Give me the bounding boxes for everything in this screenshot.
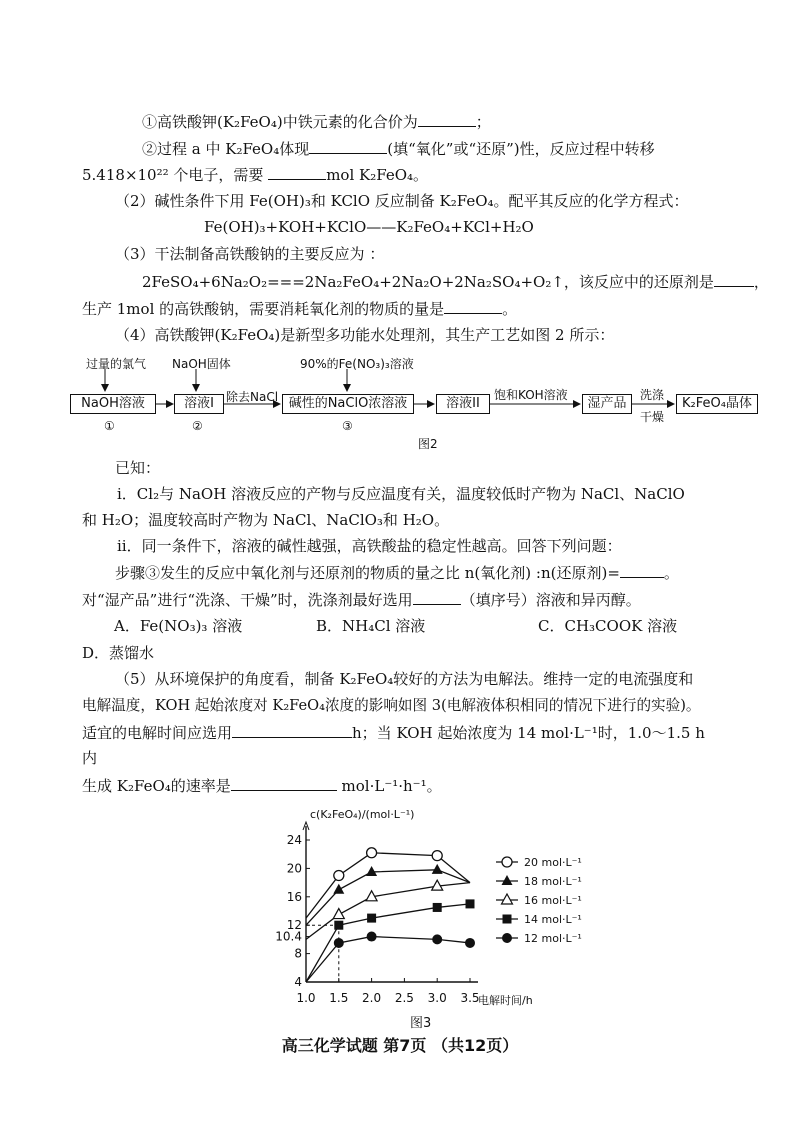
y-tick-label: 4: [294, 975, 302, 989]
y-tick-label: 8: [294, 946, 302, 961]
label-dry: 干燥: [640, 410, 665, 424]
q3-line2-text: 生产 1mol 的高铁酸钠，需要消耗氧化剂的物质的量是: [82, 300, 445, 318]
data-point: [367, 914, 376, 923]
q5-line2: 电解温度，KOH 起始浓度对 K₂FeO₄浓度的影响如图 3(电解液体积相同的情况下进行的实验)。: [82, 697, 701, 714]
y-tick-label: 20: [286, 861, 302, 876]
option-d: D．蒸馏水: [82, 644, 155, 662]
legend-marker: [502, 875, 513, 885]
option-c: C．CH₃COOK 溶液: [538, 617, 678, 635]
answer-blank[interactable]: [309, 138, 387, 154]
answer-blank[interactable]: [231, 775, 337, 791]
q1-item2d: mol K₂FeO₄。: [326, 166, 429, 184]
process-flow-diagram: [62, 355, 772, 455]
data-point: [334, 871, 344, 881]
x-tick-label: 2.0: [362, 991, 382, 1005]
x-axis-label: 电解时间/h: [478, 994, 533, 1007]
q1-item1-end: ；: [475, 113, 491, 131]
q3-line2: [82, 298, 517, 319]
data-point: [367, 848, 377, 858]
data-point: [432, 864, 443, 874]
y-tick-label: 24: [286, 833, 302, 847]
known-item-1a: ⅰ．Cl₂与 NaOH 溶液反应的产物与反应温度有关，温度较低时产物为 NaCl、NaClO: [117, 485, 685, 503]
q1-item2: [142, 138, 655, 159]
q5-line4: 内: [82, 749, 98, 767]
series-line: [306, 937, 470, 982]
y-tick-label: 10.4: [275, 929, 302, 944]
x-tick-label: 1.0: [296, 991, 316, 1005]
box-solution-1: 溶液I: [174, 394, 224, 414]
answer-blank[interactable]: [444, 298, 502, 314]
wash-question-end: （填序号）溶液和异丙醇。: [460, 591, 641, 609]
x-tick-label: 2.5: [394, 991, 414, 1005]
page-footer: 高三化学试题 第7页 （共12页）: [281, 1036, 519, 1055]
legend-label: 16 mol·L⁻¹: [524, 894, 582, 907]
data-point: [334, 938, 344, 948]
q1-item1-text: ①高铁酸钾(K₂FeO₄)中铁元素的化合价为: [142, 113, 418, 131]
x-tick-label: 3.5: [460, 991, 480, 1005]
figure-3-chart: [270, 810, 600, 1010]
data-point: [333, 909, 344, 919]
series-line: [306, 883, 470, 940]
q5-line3-end: h；当 KOH 起始浓度为 14 mol·L⁻¹时，1.0～1.5 h: [352, 724, 705, 742]
y-tick-label: 16: [286, 889, 302, 904]
step-number-3: ③: [342, 419, 353, 433]
legend-marker: [503, 915, 512, 924]
q3-text: （3）干法制备高铁酸钠的主要反应为 ：: [115, 245, 385, 263]
answer-blank[interactable]: [714, 271, 754, 287]
legend-marker: [502, 857, 512, 867]
data-point: [466, 899, 475, 908]
figure-3-caption: 图3: [410, 1016, 432, 1031]
series-line: [306, 904, 470, 982]
known-item-2: ⅱ．同一条件下，溶液的碱性越强，高铁酸盐的稳定性越高。回答下列问题：: [117, 537, 622, 555]
input-chlorine: 过量的氯气: [86, 357, 147, 371]
data-point: [366, 866, 377, 876]
legend-label: 12 mol·L⁻¹: [524, 932, 582, 945]
step-number-1: ①: [104, 419, 115, 433]
data-point: [367, 932, 377, 942]
option-b: B．NH₄Cl 溶液: [316, 617, 426, 635]
input-naoh-solid: NaOH固体: [172, 357, 231, 371]
q2-text: （2）碱性条件下用 Fe(OH)₃和 KClO 反应制备 K₂FeO₄。配平其反应的化学方程式：: [115, 192, 689, 210]
legend-label: 14 mol·L⁻¹: [524, 913, 582, 926]
label-wash: 洗涤: [640, 388, 665, 402]
data-point: [433, 903, 442, 912]
q5-line1: （5）从环境保护的角度看，制备 K₂FeO₄较好的方法为电解法。维持一定的电流强度和: [115, 670, 694, 688]
legend-marker: [502, 894, 513, 904]
step3-question-text: 步骤③发生的反应中氧化剂与还原剂的物质的量之比 n(氧化剂) :n(还原剂)=: [115, 564, 620, 582]
q2-equation: Fe(OH)₃+KOH+KClO——K₂FeO₄+KCl+H₂O: [204, 218, 534, 236]
box-naclo-solution: 碱性的NaClO浓溶液: [282, 394, 414, 414]
q5-line3-text: 适宜的电解时间应选用: [82, 724, 233, 742]
box-wet-product: 湿产品: [582, 394, 632, 414]
data-point: [432, 851, 442, 861]
wash-question: [82, 589, 641, 610]
box-k2feo4-crystal: K₂FeO₄晶体: [676, 394, 758, 414]
known-item-1b: 和 H₂O；温度较高时产物为 NaCl、NaClO₃和 H₂O。: [82, 511, 450, 529]
data-point: [333, 884, 344, 894]
q1-item2a: ②过程 a 中 K₂FeO₄体现: [142, 140, 310, 158]
legend-label: 20 mol·L⁻¹: [524, 856, 582, 869]
data-point: [334, 921, 343, 930]
data-point: [432, 934, 442, 944]
chart-svg: [270, 810, 600, 1010]
x-tick-label: 1.5: [329, 991, 349, 1005]
answer-blank[interactable]: [418, 111, 476, 127]
q5-line5-text: 生成 K₂FeO₄的速率是: [82, 777, 231, 795]
answer-blank[interactable]: [232, 722, 352, 738]
known-heading: 已知：: [115, 459, 161, 477]
q1-item2-cont: [82, 164, 428, 185]
legend-marker: [502, 933, 512, 943]
q5-line3: [82, 722, 705, 743]
answer-blank[interactable]: [413, 589, 461, 605]
label-remove-nacl: 除去NaCl: [226, 390, 279, 404]
y-axis-label: c(K₂FeO₄)/(mol·L⁻¹): [310, 810, 415, 821]
wash-question-text: 对“湿产品”进行“洗涤、干燥”时，洗涤剂最好选用: [82, 591, 413, 609]
q1-item2b: (填“氧化”或“还原”)性，反应过程中转移: [387, 140, 655, 158]
q1-item2c: 5.418×10²² 个电子，需要: [82, 166, 264, 184]
q5-line5-end: mol·L⁻¹·h⁻¹。: [341, 777, 442, 795]
step-number-2: ②: [192, 419, 203, 433]
box-solution-2: 溶液II: [436, 394, 490, 414]
box-naoh-solution: NaOH溶液: [70, 394, 156, 414]
q3-equation: [142, 271, 769, 292]
answer-blank[interactable]: [268, 164, 326, 180]
figure-2-caption: 图2: [418, 437, 438, 451]
option-a: A．Fe(NO₃)₃ 溶液: [114, 617, 243, 635]
step3-question: [115, 562, 679, 583]
legend-label: 18 mol·L⁻¹: [524, 875, 582, 888]
x-tick-label: 3.0: [427, 991, 447, 1005]
q4-text: （4）高铁酸钾(K₂FeO₄)是新型多功能水处理剂，其生产工艺如图 2 所示：: [115, 326, 615, 344]
flow-arrows: [62, 355, 772, 455]
q3-equation-end: ，: [753, 273, 769, 291]
y-tick-label: 12: [286, 918, 302, 933]
series-line: [306, 870, 470, 925]
q5-line5: [82, 775, 442, 796]
q1-item1: [142, 111, 491, 132]
answer-blank[interactable]: [620, 562, 664, 578]
q3-line2-end: 。: [502, 300, 518, 318]
step3-question-end: 。: [663, 564, 679, 582]
input-fe-nitrate: 90%的Fe(NO₃)₃溶液: [300, 357, 414, 371]
q3-equation-text: 2FeSO₄+6Na₂O₂===2Na₂FeO₄+2Na₂O+2Na₂SO₄+O₂↑，该反应中的还原剂是: [142, 273, 714, 291]
label-koh: 饱和KOH溶液: [494, 388, 568, 402]
data-point: [465, 938, 475, 948]
